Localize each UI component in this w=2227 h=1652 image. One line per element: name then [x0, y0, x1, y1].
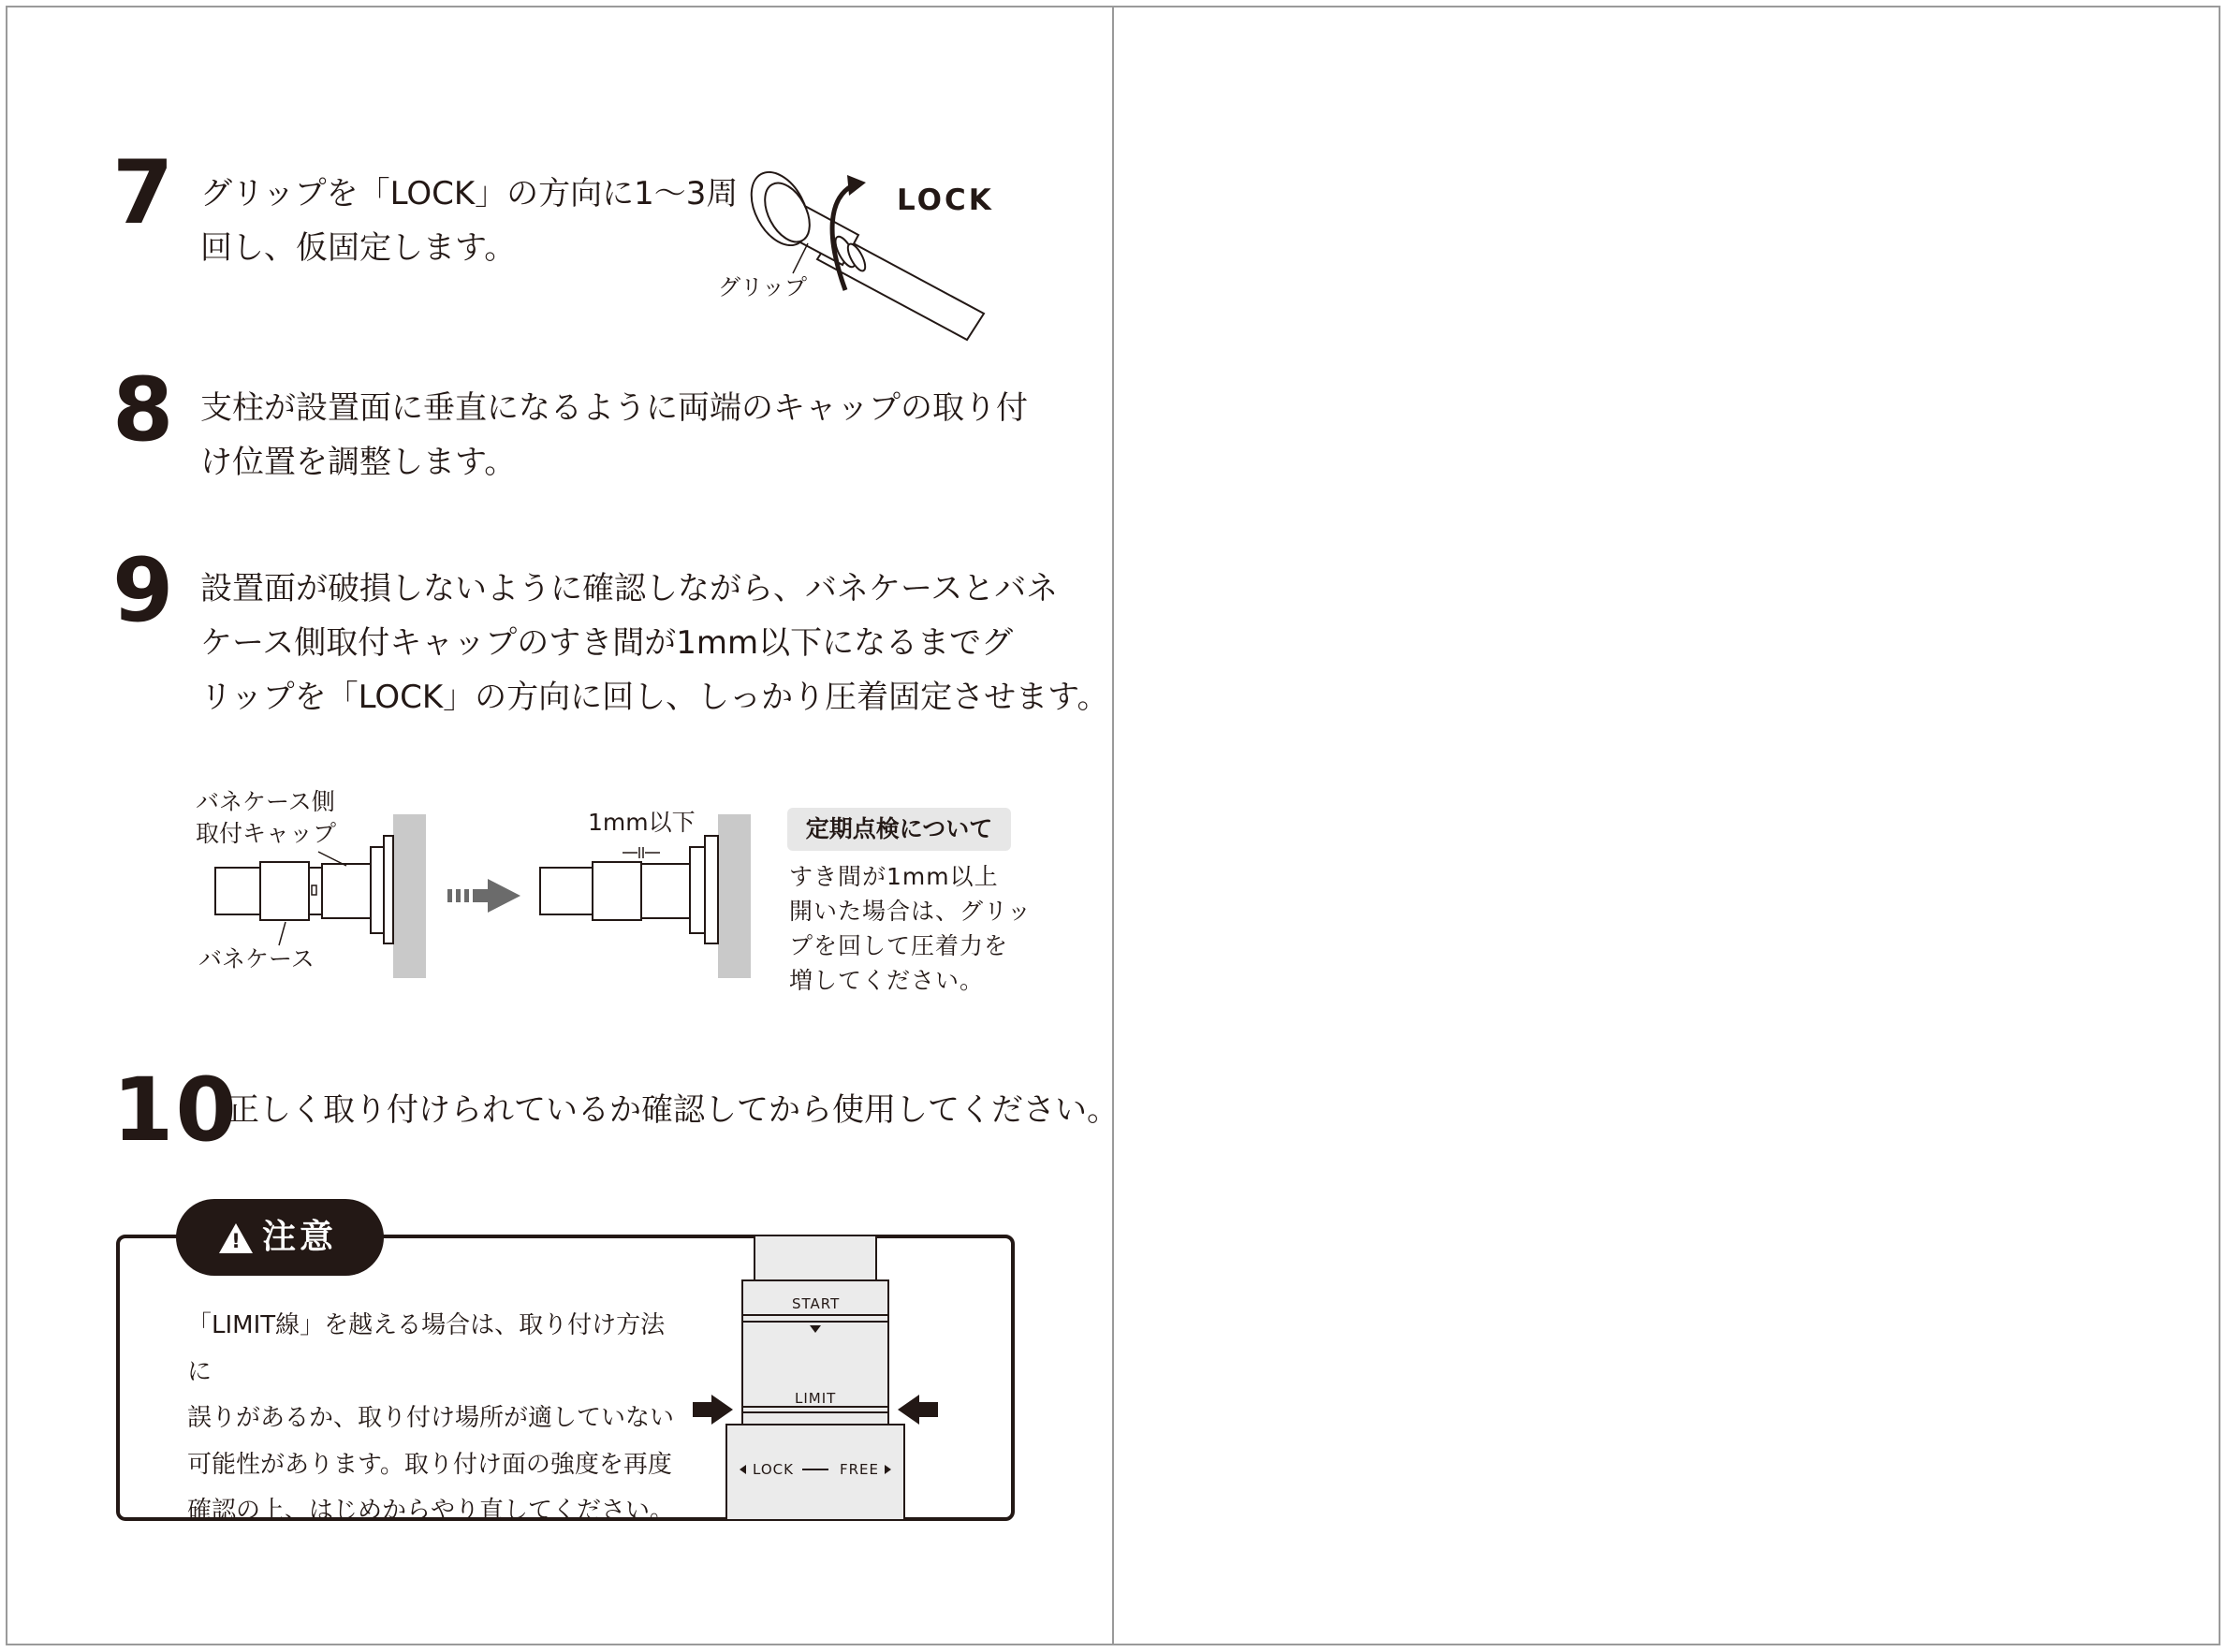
page-divider — [1112, 6, 1114, 1645]
limit-label: LIMIT — [795, 1390, 837, 1407]
forward-arrow-icon — [447, 877, 520, 914]
cap-label: バネケース側 取付キャップ — [196, 788, 337, 847]
start-label: START — [792, 1295, 841, 1312]
step-10-number: 10 — [112, 1060, 239, 1162]
grip-label: グリップ — [718, 274, 808, 300]
caution-badge-label: 注意 — [262, 1218, 338, 1256]
step-8-text: 支柱が設置面に垂直になるように両端のキャップの取り付 け位置を調整します。 — [200, 389, 1028, 481]
grip-lock-illustration — [707, 154, 988, 332]
inspection-note-body: すき間が1mm以上 開いた場合は、グリッ プを回して圧着力を 増してください。 — [789, 863, 1033, 994]
gap-label: 1mm以下 — [588, 809, 696, 836]
caution-text: 「LIMIT線」を越える場合は、取り付け方法に 誤りがあるか、取り付け場所が適していない 可能性があります。取り付け面の強度を再度 確認の上、はじめからやり直してください。 — [187, 1311, 675, 1525]
step-9-text: 設置面が破損しないように確認しながら、バネケースとバネ ケース側取付キャップのすき間が1mm以下になるまでグ リップを「LOCK」の方向に回し、しっかり圧着固定させます。 — [200, 570, 1109, 716]
inspection-note-title: 定期点検について — [787, 808, 1011, 851]
lock-direction-label: LOCK — [753, 1461, 794, 1478]
spring-case-label: バネケース — [198, 945, 315, 972]
step-10-text: 正しく取り付けられているか確認してから使用してください。 — [227, 1091, 1119, 1129]
free-direction-label: FREE — [840, 1461, 880, 1478]
step-7-text: グリップを「LOCK」の方向に1〜3周 回し、仮固定します。 — [200, 175, 739, 267]
caution-badge: ! 注意 — [176, 1199, 384, 1276]
limit-line-diagram — [688, 1235, 950, 1520]
step-9-number: 9 — [112, 540, 176, 642]
lock-label: LOCK — [897, 183, 994, 217]
step-7-number: 7 — [112, 142, 176, 244]
step-8-number: 8 — [112, 359, 176, 461]
